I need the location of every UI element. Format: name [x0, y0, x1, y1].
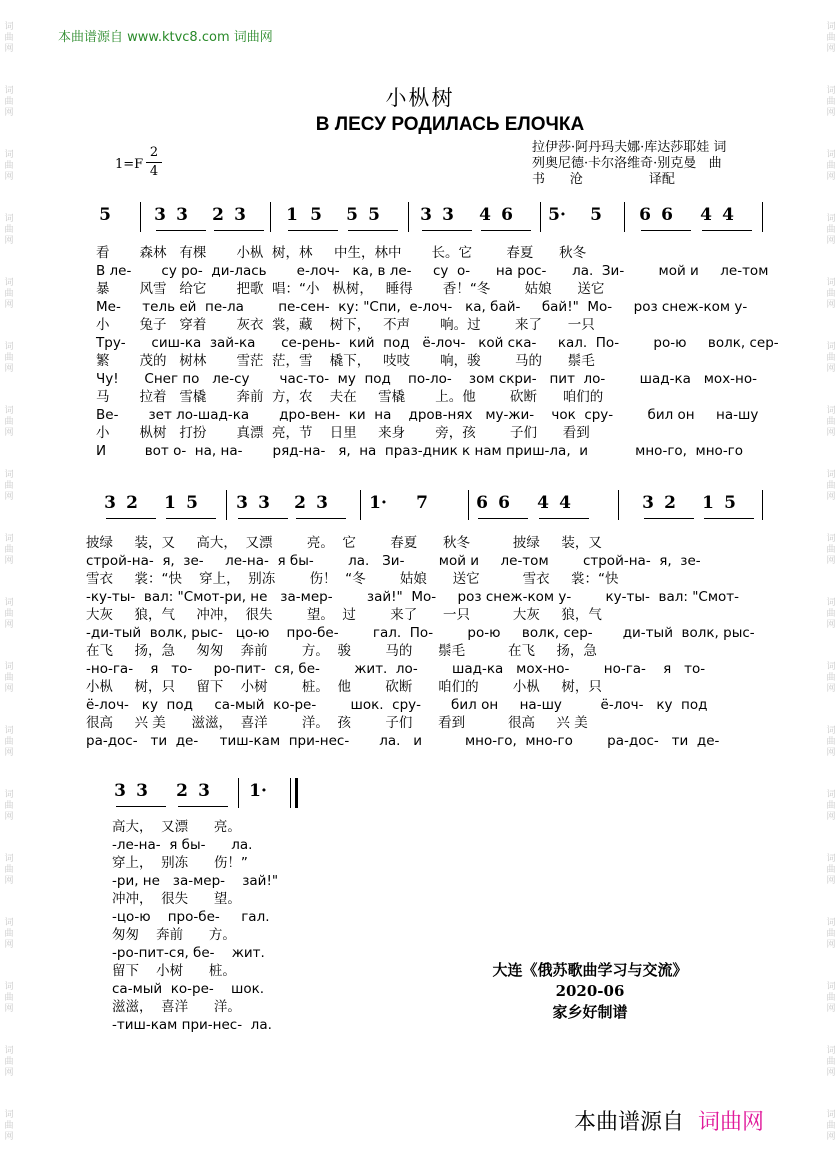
note: 2 [212, 205, 224, 225]
note: 3 [136, 781, 148, 801]
lyric-line: 匆匆 奔前 方。 [112, 927, 236, 943]
watermark-glyph-group: 词 曲 网 [4, 598, 14, 630]
watermark-glyph-group: 词 曲 网 [826, 854, 836, 886]
lyric-line: 冲冲， 很失 望。 [112, 891, 241, 907]
beam-underline [539, 518, 589, 519]
lyric-line: 暴 风雪 给它 把歌 唱：“小 枞树， 睡得 香！“冬 姑娘 送它 [96, 281, 605, 297]
lyric-line: -ро-пит-ся, бе- жит. [112, 945, 265, 961]
watermark-glyph-group: 词 曲 网 [826, 1110, 836, 1142]
note: 5 [99, 205, 111, 225]
arranger-note-line-2: 2020-06 [555, 982, 625, 1000]
bottom-brand-text: 本曲谱源自 [574, 1110, 685, 1135]
time-signature [146, 145, 162, 180]
lyrics-row-1 [96, 244, 779, 460]
note: 4 [479, 205, 491, 225]
note: 1· [249, 781, 267, 801]
beam-underline [214, 230, 264, 231]
arranger-note-line-3: 家乡好制谱 [552, 1003, 628, 1021]
lyric-line: 看 森林 有棵 小枞 树，林 中生，林中 长。它 春夏 秋冬 [96, 245, 587, 261]
note: 4 [559, 493, 571, 513]
credit-composer: 列奥尼德·卡尔洛维奇·别克曼 曲 [532, 156, 722, 171]
watermark-glyph-group: 词 曲 网 [4, 278, 14, 310]
note: 3 [176, 205, 188, 225]
note: 6 [639, 205, 651, 225]
note: 2 [126, 493, 138, 513]
note: 1· [369, 493, 387, 513]
beam-underline [702, 230, 752, 231]
beam-underline [478, 518, 528, 519]
watermark-glyph-group: 词 曲 网 [826, 598, 836, 630]
lyric-line: Ве- зет ло-шад-ка дро-вен- ки на дров-нях му-жи- чок сру- бил он на-шу [96, 407, 759, 423]
watermark-glyph-group: 词 曲 网 [826, 470, 836, 502]
watermark-glyph-group: 词 曲 网 [826, 86, 836, 118]
note: 5 [310, 205, 322, 225]
lyric-line: 繁 茂的 树林 雪茫 茫，雪 橇下， 吱吱 响，骏 马的 鬃毛 [96, 353, 595, 369]
title-chinese: 小枞树 [385, 86, 455, 110]
lyric-line: И вот о- на, на- ряд-на- я, на праз-дник к нам приш-ла, и мно-го, мно-го [96, 443, 744, 459]
watermark-glyph-group: 词 曲 网 [4, 726, 14, 758]
watermark-glyph-group: 词 曲 网 [826, 662, 836, 694]
beam-underline [238, 518, 288, 519]
watermark-glyph-group: 词 曲 网 [826, 918, 836, 950]
watermark-glyph-group: 词 曲 网 [826, 982, 836, 1014]
note: 5 [186, 493, 198, 513]
watermark-glyph-group: 词 曲 网 [4, 470, 14, 502]
lyric-line: 在飞 扬，急 匆匆 奔前 方。 骏 马的 鬃毛 在飞 扬，急 [86, 643, 597, 659]
source-header: 本曲谱源自 www.ktvc8.com 词曲网 [58, 30, 273, 45]
lyric-line: 穿上， 别冻 伤！” [112, 855, 248, 871]
note: 1 [164, 493, 176, 513]
note: 5· [548, 205, 566, 225]
lyric-line: ра-дос- ти де- тиш-кам при-нес- ла. и мно-го, мно-го ра-дос- ти де- [86, 733, 720, 749]
watermark-glyph-group: 词 曲 网 [4, 22, 14, 54]
arranger-note-line-1: 大连《俄苏歌曲学习与交流》 [492, 961, 688, 979]
lyric-line: ё-лоч- ку под са-мый ко-ре- шок. сру- бил он на-шу ё-лоч- ку под [86, 697, 708, 713]
watermark-glyph-group: 词 曲 网 [4, 982, 14, 1014]
note: 1 [286, 205, 298, 225]
lyric-line: -ку-ты- вал: "Смот-ри, не за-мер- зай!" Мо- роз снеж-ком у- ку-ты- вал: "Смот- [86, 589, 740, 605]
note: 5 [346, 205, 358, 225]
credit-lyricist: 拉伊莎·阿丹玛夫娜·库达莎耶娃 词 [532, 140, 727, 155]
lyric-line: Ме- тель ей пе-ла пе-сен- ку: "Спи, е-лоч- ка, бай- бай!" Мо- роз снеж-ком у- [96, 299, 748, 315]
note: 5 [590, 205, 602, 225]
note: 6 [498, 493, 510, 513]
watermark-glyph-group: 词 曲 网 [4, 214, 14, 246]
lyric-line: 雪衣 裳：“快 穿上， 别冻 伤！ “冬 姑娘 送它 雪衣 裳：“快 [86, 571, 619, 587]
lyric-line: строй-на- я, зе- ле-на- я бы- ла. Зи- мой и ле-том строй-на- я, зе- [86, 553, 701, 569]
note: 5 [368, 205, 380, 225]
note: 6 [501, 205, 513, 225]
watermark-glyph-group: 词 曲 网 [4, 854, 14, 886]
beam-underline [644, 518, 694, 519]
bottom-brand-link[interactable]: 词曲网 [698, 1110, 765, 1135]
watermark-glyph-group: 词 曲 网 [826, 406, 836, 438]
note: 3 [642, 493, 654, 513]
watermark-glyph-group: 词 曲 网 [826, 1046, 836, 1078]
lyric-line: В ле- су ро- ди-лась е-лоч- ка, в ле- су о- на рос- ла. Зи- мой и ле-том [96, 263, 769, 279]
time-signature-top: 2 [149, 145, 159, 160]
watermark-glyph-group: 词 曲 网 [826, 150, 836, 182]
lyric-line: 滋滋， 喜洋 洋。 [112, 999, 241, 1015]
lyric-line: 披绿 装，又 高大， 又漂 亮。 它 春夏 秋冬 披绿 装，又 [86, 535, 602, 551]
beam-underline [348, 230, 398, 231]
lyric-line: -но-га- я то- ро-пит- ся, бе- жит. ло- шад-ка мох-но- но-га- я то- [86, 661, 706, 677]
lyric-line: 很高 兴 美 滋滋， 喜洋 洋。 孩 子们 看到 很高 兴 美 [86, 715, 588, 731]
beam-underline [296, 518, 346, 519]
lyric-line: са-мый ко-ре- шок. [112, 981, 265, 997]
lyric-line: 小 兔子 穿着 灰衣 裳，藏 树下， 不声 响。过 来了 一只 [96, 317, 595, 333]
lyric-line: 留下 小树 桩。 [112, 963, 236, 979]
left-watermark-strip [2, 0, 16, 1169]
note: 3 [316, 493, 328, 513]
beam-underline [156, 230, 206, 231]
watermark-glyph-group: 词 曲 网 [826, 22, 836, 54]
lyric-line: 大灰 狼，气 冲冲， 很失 望。 过 来了 一只 大灰 狼，气 [86, 607, 602, 623]
watermark-glyph-group: 词 曲 网 [4, 406, 14, 438]
lyric-line: -цо-ю про-бе- гал. [112, 909, 270, 925]
beam-underline [116, 806, 166, 807]
lyric-line: 高大， 又漂 亮。 [112, 819, 241, 835]
note: 3 [104, 493, 116, 513]
lyric-line: 小枞 树，只 留下 小树 桩。 他 砍断 咱们的 小枞 树，只 [86, 679, 602, 695]
beam-underline [178, 806, 228, 807]
beam-underline [704, 518, 754, 519]
note: 3 [420, 205, 432, 225]
watermark-glyph-group: 词 曲 网 [4, 534, 14, 566]
key-signature: 1=F [115, 157, 144, 172]
note: 3 [198, 781, 210, 801]
watermark-glyph-group: 词 曲 网 [4, 86, 14, 118]
note: 2 [664, 493, 676, 513]
note: 4 [700, 205, 712, 225]
lyric-line: -ри, не за-мер- зай!" [112, 873, 279, 889]
watermark-glyph-group: 词 曲 网 [4, 662, 14, 694]
watermark-glyph-group: 词 曲 网 [4, 1110, 14, 1142]
watermark-glyph-group: 词 曲 网 [4, 790, 14, 822]
watermark-glyph-group: 词 曲 网 [826, 342, 836, 374]
lyric-line: 小 枞树 打扮 真漂 亮，节 日里 来身 旁，孩 子们 看到 [96, 425, 590, 441]
beam-underline [166, 518, 216, 519]
lyric-line: 马 拉着 雪橇 奔前 方，农 夫在 雪橇 上。他 砍断 咱们的 [96, 389, 604, 405]
beam-underline [641, 230, 691, 231]
note: 4 [722, 205, 734, 225]
right-watermark-strip [824, 0, 838, 1169]
note: 6 [661, 205, 673, 225]
note: 3 [236, 493, 248, 513]
lyric-line: Тру- сиш-ка зай-ка се-рень- кий под ё-лоч- кой ска- кал. По- ро-ю волк, сер- [96, 335, 779, 351]
note: 7 [416, 493, 428, 513]
note: 6 [476, 493, 488, 513]
lyric-line: Чу! Снег по ле-су час-то- му под по-ло- зом скри- пит ло- шад-ка мох-но- [96, 371, 758, 387]
note: 3 [258, 493, 270, 513]
watermark-glyph-group: 词 曲 网 [4, 342, 14, 374]
note: 1 [702, 493, 714, 513]
title-russian: В ЛЕСУ РОДИЛАСЬ ЕЛОЧКА [315, 114, 585, 135]
note: 4 [537, 493, 549, 513]
beam-underline [481, 230, 531, 231]
credit-translator: 书 沧 译配 [532, 172, 675, 187]
watermark-glyph-group: 词 曲 网 [826, 214, 836, 246]
watermark-glyph-group: 词 曲 网 [826, 790, 836, 822]
note: 3 [114, 781, 126, 801]
watermark-glyph-group: 词 曲 网 [826, 726, 836, 758]
watermark-glyph-group: 词 曲 网 [4, 1046, 14, 1078]
arranger-note [440, 960, 740, 1023]
watermark-glyph-group: 词 曲 网 [826, 534, 836, 566]
credits [532, 140, 726, 188]
lyric-line: -ди-тый волк, рыс- цо-ю про-бе- гал. По- ро-ю волк, сер- ди-тый волк, рыс- [86, 625, 755, 641]
beam-underline [288, 230, 338, 231]
note: 5 [724, 493, 736, 513]
watermark-glyph-group: 词 曲 网 [4, 918, 14, 950]
watermark-glyph-group: 词 曲 网 [826, 278, 836, 310]
note: 2 [294, 493, 306, 513]
lyrics-row-3 [112, 818, 278, 1034]
beam-underline [422, 230, 472, 231]
beam-underline [106, 518, 156, 519]
bottom-brand [574, 1105, 764, 1136]
note: 3 [442, 205, 454, 225]
watermark-glyph-group: 词 曲 网 [4, 150, 14, 182]
lyric-line: -тиш-кам при-нес- ла. [112, 1017, 272, 1033]
lyric-line: -ле-на- я бы- ла. [112, 837, 253, 853]
note: 2 [176, 781, 188, 801]
time-signature-bottom: 4 [149, 164, 159, 179]
note: 3 [234, 205, 246, 225]
note: 3 [154, 205, 166, 225]
lyrics-row-2 [86, 534, 755, 750]
